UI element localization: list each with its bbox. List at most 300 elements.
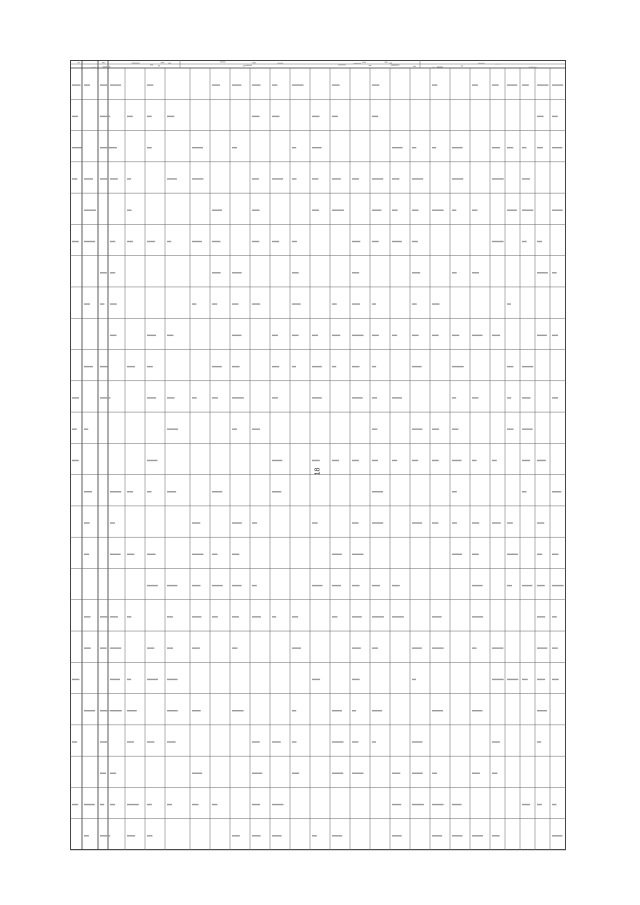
illegible-cell-text: [522, 366, 533, 367]
illegible-cell-text: [84, 804, 95, 805]
illegible-cell-text: [492, 460, 497, 461]
illegible-cell-text: [372, 397, 377, 398]
illegible-cell-text: [472, 335, 483, 336]
illegible-cell-text: [232, 428, 237, 429]
illegible-cell-text: [110, 804, 115, 805]
illegible-cell-text: [412, 773, 423, 774]
illegible-header-text: [78, 62, 80, 63]
illegible-cell-text: [272, 804, 283, 805]
illegible-cell-text: [472, 835, 483, 836]
illegible-cell-text: [412, 804, 424, 805]
illegible-cell-text: [192, 303, 196, 304]
illegible-cell-text: [192, 178, 203, 179]
illegible-cell-text: [192, 585, 201, 586]
illegible-header-text: [132, 63, 140, 64]
illegible-cell-text: [507, 366, 513, 367]
illegible-cell-text: [212, 241, 220, 242]
illegible-cell-text: [332, 616, 337, 617]
illegible-cell-text: [472, 616, 483, 617]
illegible-cell-text: [272, 491, 281, 492]
illegible-cell-text: [100, 397, 110, 398]
illegible-cell-text: [552, 272, 557, 273]
illegible-cell-text: [552, 210, 563, 211]
illegible-header-text: [389, 63, 392, 64]
illegible-cell-text: [522, 585, 532, 586]
illegible-cell-text: [352, 178, 359, 179]
illegible-cell-text: [127, 116, 133, 117]
illegible-cell-text: [147, 335, 156, 336]
illegible-cell-text: [552, 147, 562, 148]
illegible-cell-text: [84, 710, 95, 711]
illegible-cell-text: [372, 741, 376, 742]
illegible-cell-text: [84, 84, 90, 85]
illegible-cell-text: [272, 460, 282, 461]
illegible-cell-text: [352, 460, 359, 461]
illegible-cell-text: [167, 491, 176, 492]
illegible-cell-text: [332, 84, 340, 85]
illegible-cell-text: [552, 835, 562, 836]
illegible-cell-text: [522, 460, 530, 461]
illegible-cell-text: [492, 84, 499, 85]
illegible-header-text: [158, 65, 160, 66]
illegible-cell-text: [84, 303, 90, 304]
illegible-cell-text: [72, 178, 77, 179]
illegible-cell-text: [412, 647, 422, 648]
illegible-header-text: [437, 66, 443, 67]
illegible-cell-text: [100, 616, 109, 617]
illegible-cell-text: [167, 335, 173, 336]
illegible-cell-text: [507, 303, 511, 304]
illegible-cell-text: [537, 522, 544, 523]
illegible-cell-text: [252, 522, 257, 523]
illegible-cell-text: [412, 147, 416, 148]
illegible-cell-text: [110, 491, 121, 492]
illegible-cell-text: [352, 522, 358, 523]
illegible-cell-text: [100, 116, 110, 117]
illegible-cell-text: [522, 679, 528, 680]
illegible-cell-text: [452, 804, 462, 805]
illegible-cell-text: [432, 835, 442, 836]
illegible-cell-text: [392, 397, 402, 398]
illegible-cell-text: [332, 773, 343, 774]
illegible-cell-text: [392, 210, 398, 211]
illegible-cell-text: [352, 241, 360, 242]
illegible-cell-text: [352, 710, 356, 711]
illegible-cell-text: [507, 679, 518, 680]
illegible-cell-text: [252, 585, 257, 586]
illegible-cell-text: [472, 522, 479, 523]
illegible-header-text: [161, 62, 165, 63]
illegible-cell-text: [192, 647, 200, 648]
illegible-cell-text: [552, 647, 558, 648]
illegible-cell-text: [272, 335, 278, 336]
illegible-cell-text: [507, 84, 517, 85]
illegible-cell-text: [192, 522, 200, 523]
illegible-cell-text: [252, 210, 260, 211]
illegible-cell-text: [232, 647, 237, 648]
illegible-cell-text: [472, 710, 482, 711]
illegible-cell-text: [372, 178, 383, 179]
illegible-cell-text: [100, 710, 109, 711]
illegible-cell-text: [312, 522, 318, 523]
illegible-cell-text: [372, 710, 382, 711]
illegible-cell-text: [392, 335, 397, 336]
illegible-cell-text: [84, 491, 92, 492]
illegible-cell-text: [537, 710, 547, 711]
illegible-cell-text: [232, 397, 244, 398]
illegible-cell-text: [272, 84, 277, 85]
illegible-cell-text: [452, 835, 462, 836]
illegible-cell-text: [372, 491, 383, 492]
illegible-cell-text: [507, 585, 512, 586]
illegible-cell-text: [332, 585, 341, 586]
illegible-cell-text: [432, 303, 439, 304]
illegible-cell-text: [372, 616, 384, 617]
illegible-cell-text: [110, 710, 122, 711]
illegible-cell-text: [352, 647, 361, 648]
illegible-cell-text: [332, 710, 342, 711]
illegible-cell-text: [537, 585, 545, 586]
illegible-cell-text: [147, 835, 152, 836]
illegible-cell-text: [507, 397, 511, 398]
illegible-cell-text: [167, 178, 177, 179]
illegible-cell-text: [507, 147, 513, 148]
illegible-cell-text: [352, 272, 359, 273]
illegible-cell-text: [84, 835, 89, 836]
illegible-cell-text: [522, 210, 533, 211]
illegible-cell-text: [167, 397, 175, 398]
illegible-cell-text: [552, 554, 558, 555]
illegible-cell-text: [167, 804, 172, 805]
illegible-header-text: [150, 64, 153, 65]
illegible-header-text: [220, 61, 226, 62]
illegible-cell-text: [110, 335, 116, 336]
illegible-cell-text: [192, 616, 201, 617]
illegible-cell-text: [252, 241, 259, 242]
illegible-cell-text: [72, 116, 78, 117]
illegible-cell-text: [147, 84, 153, 85]
illegible-cell-text: [312, 460, 320, 461]
illegible-cell-text: [127, 835, 135, 836]
illegible-cell-text: [537, 147, 543, 148]
illegible-header-text: [243, 65, 245, 66]
illegible-cell-text: [110, 647, 121, 648]
illegible-header-text: [338, 64, 346, 65]
illegible-cell-text: [522, 241, 527, 242]
illegible-cell-text: [552, 804, 556, 805]
illegible-cell-text: [332, 210, 344, 211]
illegible-cell-text: [452, 272, 457, 273]
illegible-cell-text: [212, 616, 218, 617]
illegible-cell-text: [332, 741, 344, 742]
illegible-cell-text: [552, 84, 563, 85]
illegible-header-text: [245, 65, 251, 66]
illegible-cell-text: [84, 616, 91, 617]
illegible-cell-text: [522, 428, 533, 429]
illegible-cell-text: [272, 116, 280, 117]
illegible-cell-text: [537, 272, 548, 273]
illegible-cell-text: [252, 804, 260, 805]
illegible-cell-text: [192, 397, 197, 398]
illegible-cell-text: [492, 522, 501, 523]
illegible-header-text: [385, 62, 388, 63]
illegible-cell-text: [352, 366, 360, 367]
illegible-cell-text: [100, 178, 107, 179]
illegible-header-text: [461, 65, 463, 66]
illegible-cell-text: [372, 303, 376, 304]
illegible-cell-text: [522, 147, 527, 148]
illegible-cell-text: [232, 616, 239, 617]
illegible-cell-text: [167, 647, 173, 648]
illegible-cell-text: [212, 84, 220, 85]
illegible-header-text: [413, 66, 416, 67]
illegible-cell-text: [352, 303, 360, 304]
illegible-cell-text: [147, 491, 152, 492]
illegible-cell-text: [352, 773, 363, 774]
illegible-cell-text: [110, 147, 117, 148]
illegible-cell-text: [432, 773, 437, 774]
illegible-cell-text: [272, 397, 278, 398]
illegible-cell-text: [412, 679, 416, 680]
illegible-cell-text: [232, 335, 241, 336]
illegible-cell-text: [332, 303, 337, 304]
illegible-cell-text: [432, 522, 438, 523]
page-number: 18: [314, 467, 322, 476]
illegible-cell-text: [472, 773, 480, 774]
illegible-header-text: [529, 67, 537, 68]
illegible-cell-text: [127, 804, 139, 805]
illegible-cell-text: [212, 585, 223, 586]
illegible-cell-text: [252, 835, 261, 836]
illegible-cell-text: [332, 178, 341, 179]
illegible-cell-text: [332, 554, 342, 555]
illegible-header-text: [252, 62, 255, 63]
illegible-cell-text: [292, 741, 297, 742]
illegible-cell-text: [72, 428, 77, 429]
illegible-header-text: [277, 63, 283, 64]
illegible-header-text: [369, 65, 372, 66]
illegible-cell-text: [252, 741, 260, 742]
illegible-cell-text: [372, 585, 380, 586]
illegible-cell-text: [192, 804, 199, 805]
illegible-cell-text: [147, 241, 155, 242]
illegible-cell-text: [110, 554, 121, 555]
illegible-cell-text: [472, 647, 477, 648]
illegible-cell-text: [292, 178, 297, 179]
illegible-cell-text: [72, 460, 79, 461]
illegible-cell-text: [412, 460, 418, 461]
illegible-cell-text: [100, 303, 104, 304]
illegible-cell-text: [212, 366, 222, 367]
illegible-cell-text: [432, 710, 443, 711]
illegible-cell-text: [412, 241, 418, 242]
illegible-cell-text: [522, 178, 530, 179]
illegible-cell-text: [252, 428, 260, 429]
illegible-cell-text: [167, 616, 173, 617]
illegible-cell-text: [232, 272, 242, 273]
illegible-cell-text: [127, 741, 134, 742]
illegible-cell-text: [472, 272, 479, 273]
illegible-cell-text: [232, 366, 240, 367]
illegible-cell-text: [522, 397, 531, 398]
illegible-cell-text: [312, 147, 322, 148]
illegible-cell-text: [432, 335, 439, 336]
illegible-cell-text: [552, 116, 558, 117]
illegible-cell-text: [352, 616, 362, 617]
illegible-cell-text: [312, 210, 319, 211]
illegible-cell-text: [332, 835, 342, 836]
illegible-cell-text: [472, 554, 479, 555]
illegible-cell-text: [110, 679, 120, 680]
illegible-cell-text: [100, 741, 108, 742]
illegible-cell-text: [432, 210, 444, 211]
illegible-cell-text: [147, 679, 158, 680]
illegible-cell-text: [372, 428, 377, 429]
illegible-cell-text: [232, 147, 237, 148]
illegible-cell-text: [312, 366, 322, 367]
illegible-cell-text: [472, 210, 477, 211]
illegible-cell-text: [110, 241, 115, 242]
illegible-cell-text: [392, 585, 400, 586]
illegible-cell-text: [292, 147, 296, 148]
illegible-cell-text: [192, 773, 202, 774]
illegible-cell-text: [72, 397, 79, 398]
illegible-header-text: [495, 64, 499, 65]
illegible-cell-text: [127, 241, 133, 242]
illegible-cell-text: [232, 303, 238, 304]
illegible-cell-text: [84, 554, 89, 555]
illegible-cell-text: [372, 647, 378, 648]
illegible-cell-text: [312, 835, 317, 836]
illegible-cell-text: [167, 428, 178, 429]
illegible-cell-text: [452, 366, 464, 367]
illegible-cell-text: [110, 84, 121, 85]
illegible-cell-text: [147, 116, 152, 117]
illegible-cell-text: [452, 335, 459, 336]
illegible-cell-text: [147, 366, 153, 367]
illegible-cell-text: [147, 460, 157, 461]
illegible-cell-text: [392, 835, 402, 836]
illegible-cell-text: [110, 178, 118, 179]
illegible-cell-text: [127, 679, 131, 680]
illegible-cell-text: [192, 554, 203, 555]
illegible-cell-text: [252, 773, 262, 774]
illegible-cell-text: [272, 835, 282, 836]
illegible-cell-text: [552, 616, 557, 617]
illegible-cell-text: [492, 335, 500, 336]
illegible-cell-text: [84, 241, 95, 242]
illegible-cell-text: [167, 679, 178, 680]
illegible-cell-text: [412, 178, 423, 179]
illegible-cell-text: [537, 116, 544, 117]
illegible-cell-text: [127, 178, 131, 179]
illegible-cell-text: [72, 84, 80, 85]
illegible-cell-text: [432, 428, 439, 429]
illegible-cell-text: [232, 554, 239, 555]
illegible-cell-text: [127, 366, 135, 367]
illegible-header-text: [392, 64, 400, 65]
illegible-cell-text: [412, 741, 422, 742]
illegible-cell-text: [84, 647, 91, 648]
illegible-cell-text: [552, 679, 559, 680]
illegible-cell-text: [100, 147, 112, 148]
illegible-header-text: [354, 63, 361, 64]
illegible-cell-text: [232, 522, 242, 523]
illegible-cell-text: [352, 741, 358, 742]
illegible-cell-text: [292, 241, 297, 242]
illegible-header-text: [168, 63, 171, 64]
illegible-cell-text: [167, 116, 174, 117]
illegible-cell-text: [312, 585, 323, 586]
illegible-cell-text: [492, 741, 500, 742]
illegible-cell-text: [212, 210, 222, 211]
illegible-cell-text: [492, 679, 504, 680]
illegible-cell-text: [392, 804, 401, 805]
illegible-cell-text: [312, 116, 320, 117]
illegible-cell-text: [332, 116, 338, 117]
illegible-cell-text: [100, 773, 106, 774]
illegible-cell-text: [292, 647, 301, 648]
illegible-cell-text: [100, 804, 104, 805]
illegible-cell-text: [292, 710, 296, 711]
illegible-cell-text: [537, 241, 542, 242]
illegible-cell-text: [452, 522, 457, 523]
illegible-cell-text: [127, 710, 137, 711]
illegible-cell-text: [452, 554, 462, 555]
illegible-cell-text: [147, 554, 156, 555]
illegible-cell-text: [292, 272, 299, 273]
illegible-cell-text: [492, 647, 503, 648]
illegible-cell-text: [232, 84, 241, 85]
illegible-cell-text: [292, 303, 301, 304]
illegible-cell-text: [452, 491, 457, 492]
illegible-cell-text: [472, 585, 483, 586]
illegible-cell-text: [272, 616, 276, 617]
illegible-header-text: [362, 62, 366, 63]
illegible-cell-text: [100, 647, 107, 648]
illegible-cell-text: [167, 585, 177, 586]
illegible-cell-text: [147, 585, 158, 586]
illegible-cell-text: [392, 616, 404, 617]
illegible-cell-text: [167, 241, 171, 242]
illegible-cell-text: [167, 710, 178, 711]
illegible-cell-text: [127, 210, 132, 211]
illegible-cell-text: [147, 804, 152, 805]
illegible-cell-text: [522, 491, 526, 492]
illegible-cell-text: [84, 366, 93, 367]
illegible-cell-text: [392, 460, 397, 461]
illegible-cell-text: [472, 460, 477, 461]
illegible-cell-text: [110, 522, 115, 523]
illegible-cell-text: [192, 241, 202, 242]
illegible-cell-text: [372, 84, 379, 85]
illegible-cell-text: [432, 460, 439, 461]
illegible-cell-text: [452, 147, 463, 148]
illegible-cell-text: [212, 491, 222, 492]
illegible-cell-text: [84, 178, 93, 179]
illegible-cell-text: [110, 272, 115, 273]
illegible-cell-text: [167, 741, 176, 742]
illegible-cell-text: [127, 554, 134, 555]
illegible-cell-text: [552, 585, 564, 586]
illegible-cell-text: [472, 397, 478, 398]
illegible-cell-text: [452, 460, 461, 461]
illegible-cell-text: [412, 522, 422, 523]
illegible-cell-text: [352, 679, 360, 680]
illegible-header-text: [432, 67, 435, 68]
illegible-cell-text: [147, 397, 156, 398]
illegible-cell-text: [292, 366, 296, 367]
